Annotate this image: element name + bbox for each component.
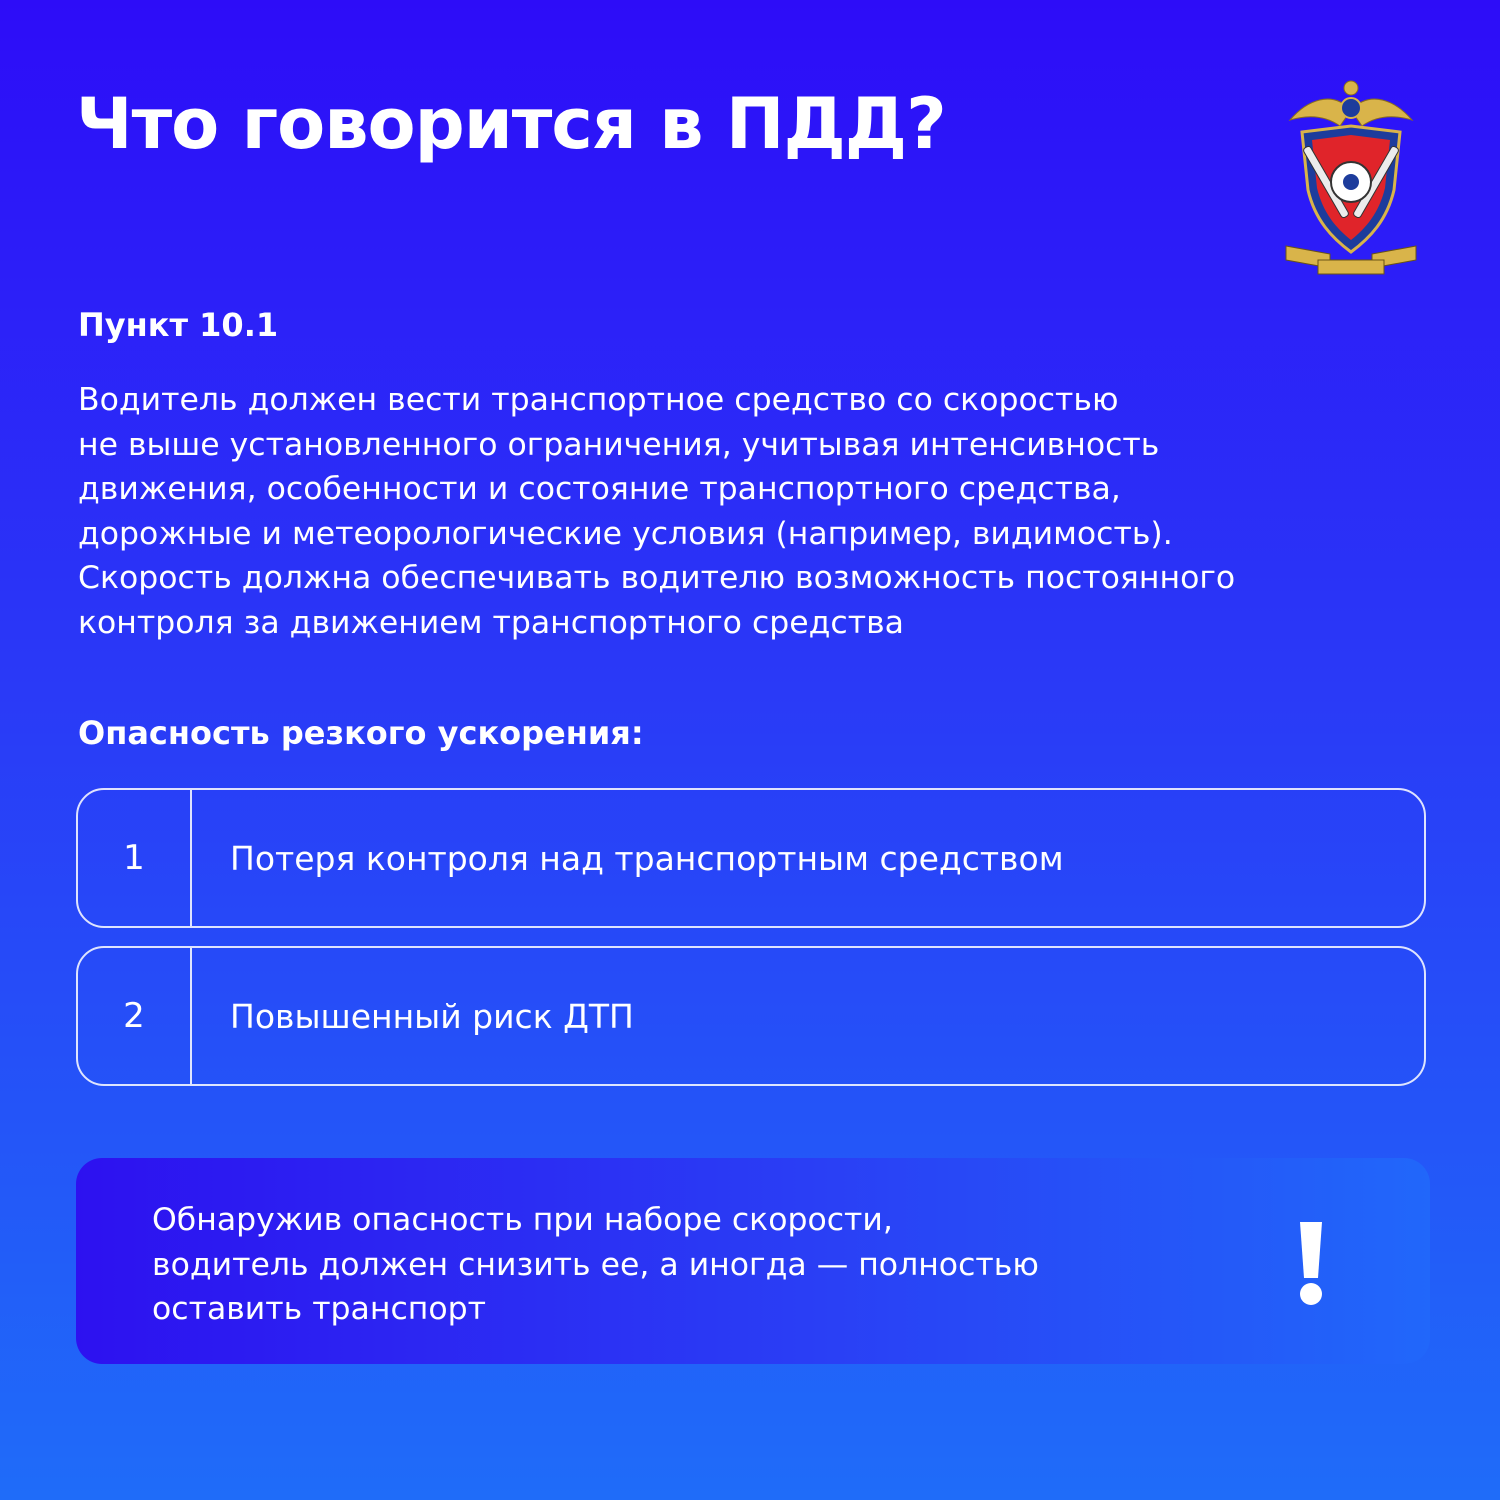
rule-line: Скорость должна обеспечивать водителю возможность постоянного — [78, 560, 1236, 596]
rule-line: не выше установленного ограничения, учитывая интенсивность — [78, 426, 1160, 463]
rule-line: контроля за движением транспортного средства — [78, 604, 904, 641]
rule-line: движения, особенности и состояние транспортного средства, — [78, 471, 1121, 507]
rule-line: Водитель должен вести транспортное средство со скоростью — [78, 382, 1119, 418]
exclamation-icon — [1286, 1222, 1336, 1306]
callout-line: оставить транспорт — [152, 1291, 486, 1327]
rule-text — [78, 378, 1438, 645]
callout-line: Обнаружив опасность при наборе скорости, — [152, 1202, 893, 1238]
rule-label: Пункт 10.1 — [78, 306, 279, 344]
rule-line: дорожные и метеорологические условия (например, видимость). — [78, 515, 1173, 552]
dangers-title: Опасность резкого ускорения: — [78, 714, 644, 752]
callout-line: водитель должен снизить ее, а иногда — полностью — [152, 1246, 1039, 1283]
callout-text — [152, 1198, 1039, 1332]
list-item-number: 1 — [78, 790, 192, 926]
list-item-number: 2 — [78, 948, 192, 1084]
list-item-text: Повышенный риск ДТП — [230, 996, 634, 1036]
list-item — [76, 788, 1426, 928]
warning-callout — [76, 1158, 1430, 1364]
page-title: Что говорится в ПДД? — [76, 83, 946, 165]
list-item-text: Потеря контроля над транспортным средством — [230, 838, 1064, 878]
list-item — [76, 946, 1426, 1086]
mvd-traffic-police-emblem-icon — [1282, 70, 1420, 275]
